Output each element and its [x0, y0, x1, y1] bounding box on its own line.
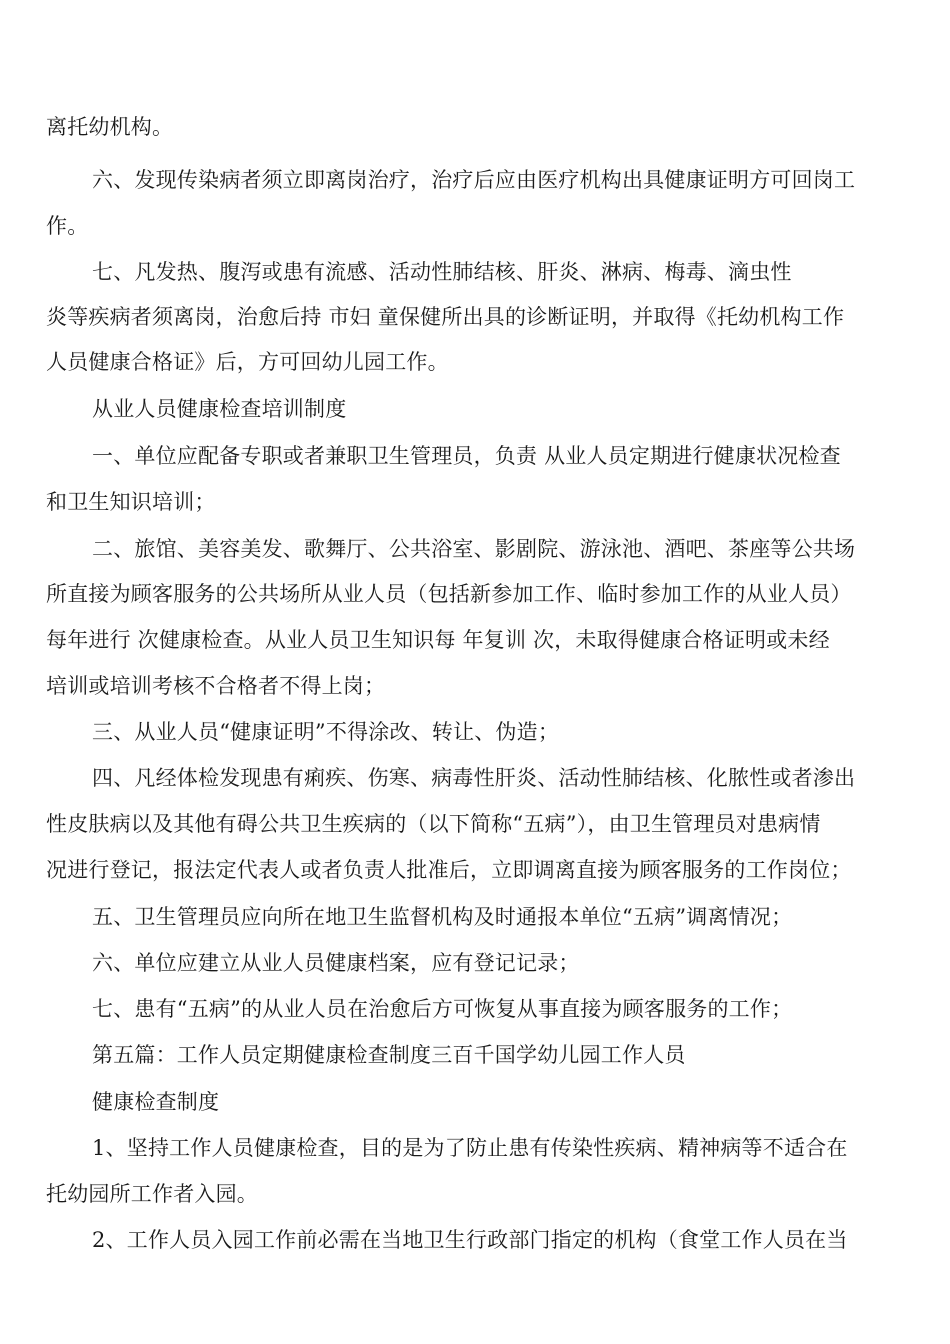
text-line: 性皮肤病以及其他有碍公共卫生疾病的（以下简称“五病”），由卫生管理员对患病情: [46, 812, 821, 836]
text-line: 二、旅馆、美容美发、歌舞厅、公共浴室、影剧院、游泳池、酒吧、茶座等公共场: [92, 537, 856, 561]
text-line: 人员健康合格证》后，方可回幼儿园工作。: [46, 350, 449, 374]
text-line: 六、单位应建立从业人员健康档案，应有登记记录；: [92, 951, 580, 975]
text-line: 和卫生知识培训；: [46, 490, 216, 514]
text-line: 七、凡发热、腹泻或患有流感、活动性肺结核、肝炎、淋病、梅毒、滴虫性: [92, 260, 792, 284]
text-line: 况进行登记，报法定代表人或者负责人批准后，立即调离直接为顾客服务的工作岗位；: [46, 858, 852, 882]
text-line: 作。: [46, 214, 89, 238]
section-heading: 从业人员健康检查培训制度: [92, 397, 347, 421]
text-line: 七、患有“五病”的从业人员在治愈后方可恢复从事直接为顾客服务的工作；: [92, 997, 793, 1021]
text-line: 每年进行 次健康检查。从业人员卫生知识每 年复训 次，未取得健康合格证明或未经: [46, 628, 830, 652]
text-line: 托幼园所工作者入园。: [46, 1182, 258, 1206]
text-line: 炎等疾病者须离岗，治愈后持 市妇 童保健所出具的诊断证明，并取得《托幼机构工作: [46, 305, 845, 329]
text-line: 四、凡经体检发现患有痢疾、伤寒、病毒性肝炎、活动性肺结核、化脓性或者渗出: [92, 766, 856, 790]
text-line: 三、从业人员“健康证明”不得涂改、转让、伪造；: [92, 720, 560, 744]
section-heading: 第五篇：工作人员定期健康检查制度三百千国学幼儿园工作人员: [92, 1043, 686, 1067]
text-line: 五、卫生管理员应向所在地卫生监督机构及时通报本单位“五病”调离情况；: [92, 905, 793, 929]
text-line: 六、发现传染病者须立即离岗治疗，治疗后应由医疗机构出具健康证明方可回岗工: [92, 168, 856, 192]
text-line: 一、单位应配备专职或者兼职卫生管理员，负责 从业人员定期进行健康状况检查: [92, 444, 841, 468]
text-line: 所直接为顾客服务的公共场所从业人员（包括新参加工作、临时参加工作的从业人员）: [46, 582, 852, 606]
text-line: 2、工作人员入园工作前必需在当地卫生行政部门指定的机构（食堂工作人员在当: [92, 1228, 848, 1252]
text-line: 培训或培训考核不合格者不得上岗；: [46, 674, 386, 698]
section-heading: 健康检查制度: [92, 1090, 220, 1114]
text-line: 离托幼机构。: [46, 115, 174, 139]
text-line: 1、坚持工作人员健康检查，目的是为了防止患有传染性疾病、精神病等不适合在: [92, 1136, 848, 1160]
